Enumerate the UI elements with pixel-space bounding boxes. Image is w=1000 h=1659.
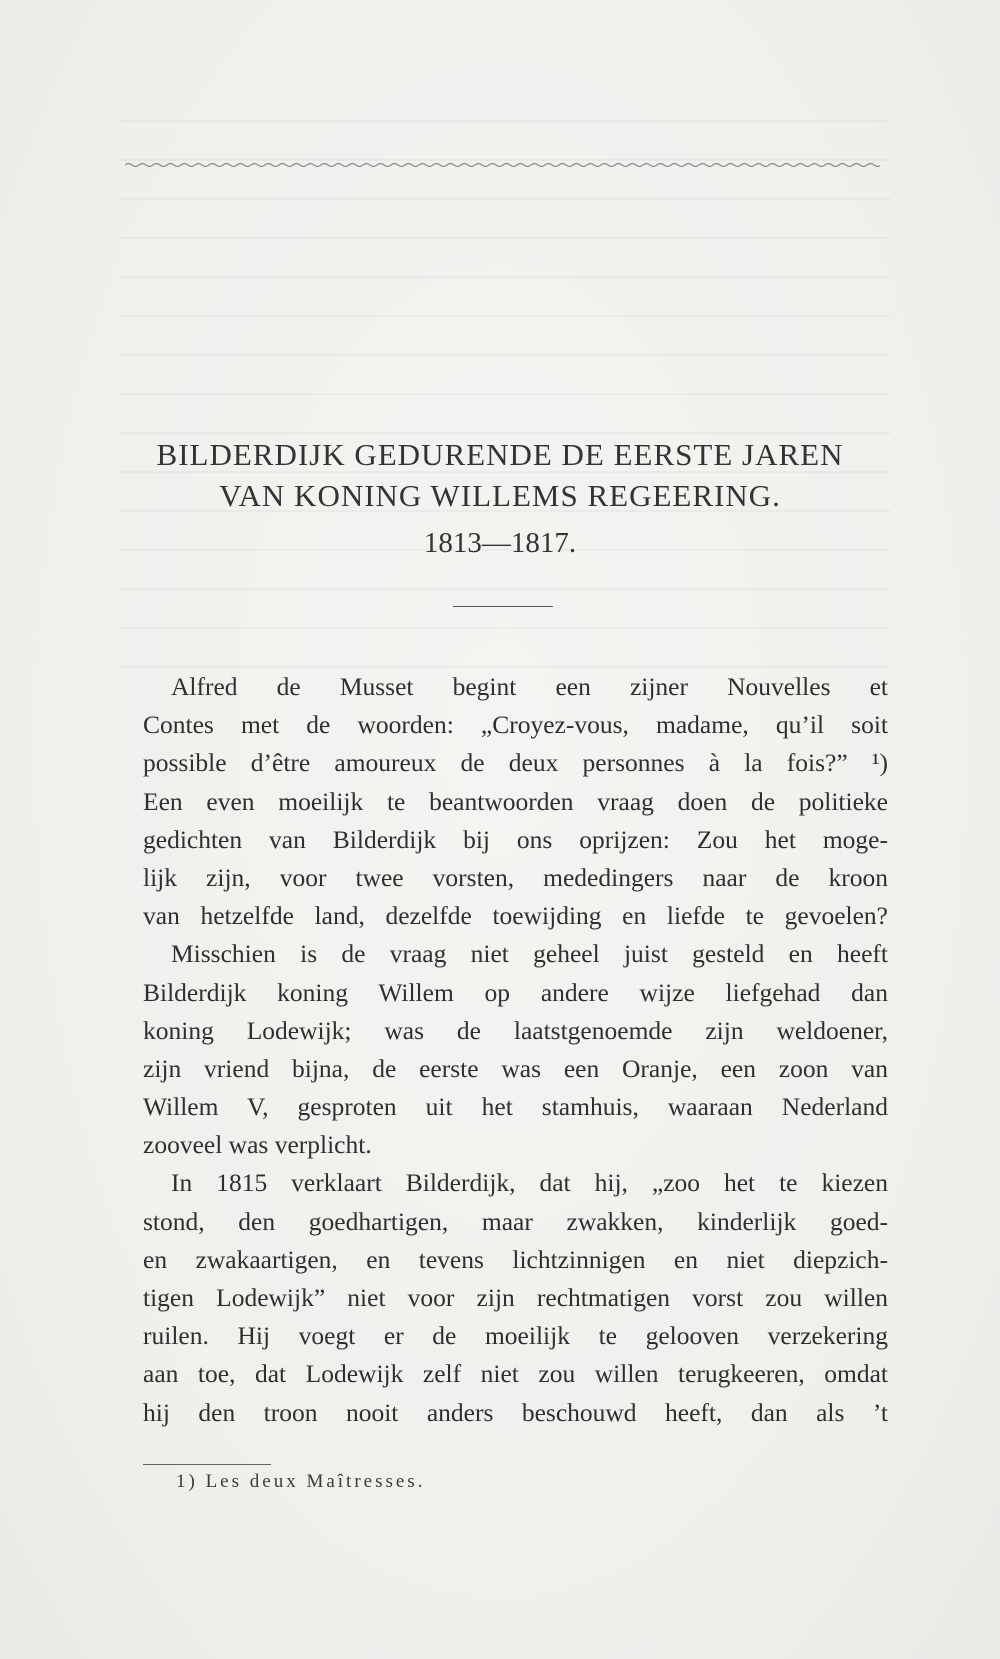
footnote: 1) Les deux Maîtresses. — [176, 1471, 426, 1492]
body-line: ruilen. Hij voegt er de moeilijk te gelooven verzekering — [143, 1321, 888, 1351]
chapter-dates: 1813—1817. — [423, 527, 577, 559]
body-line: hij den troon nooit anders beschouwd heeft, dan als ’t — [143, 1397, 888, 1427]
body-line: possible d’être amoureux de deux personnes à la fois?” ¹) — [143, 748, 888, 778]
body-line: stond, den goedhartigen, maar zwakken, kinderlijk goed- — [143, 1206, 888, 1236]
body-line: aan toe, dat Lodewijk zelf niet zou willen terugkeeren, omdat — [143, 1359, 888, 1389]
body-line: Willem V, gesproten uit het stamhuis, waaraan Nederland — [143, 1092, 888, 1122]
body-text — [143, 668, 888, 1432]
body-line: Bilderdijk koning Willem op andere wijze liefgehad dan — [143, 977, 888, 1007]
body-line: zijn vriend bijna, de eerste was een Oranje, een zoon van — [143, 1053, 888, 1083]
body-line: lijk zijn, voor twee vorsten, mededingers naar de kroon — [143, 862, 888, 892]
body-line: Contes met de woorden: „Croyez-vous, madame, qu’il soit — [143, 710, 888, 740]
title-separator-rule — [453, 606, 553, 607]
body-line: Een even moeilijk te beantwoorden vraag doen de politieke — [143, 786, 888, 816]
chapter-title-line-2: VAN KONING WILLEMS REGEERING. — [219, 478, 781, 513]
body-line: koning Lodewijk; was de laatstgenoemde zijn weldoener, — [143, 1015, 888, 1045]
body-line: Misschien is de vraag niet geheel juist gesteld en heeft — [171, 939, 888, 969]
footnote-rule — [143, 1464, 271, 1465]
body-line: In 1815 verklaart Bilderdijk, dat hij, „zoo het te kiezen — [171, 1168, 888, 1198]
body-line: Alfred de Musset begint een zijner Nouvelles et — [171, 672, 888, 701]
body-line: gedichten van Bilderdijk bij ons oprijzen: Zou het moge- — [143, 824, 888, 854]
decorative-wavy-rule — [125, 160, 880, 170]
body-line: en zwakaartigen, en tevens lichtzinnigen en niet diepzich- — [143, 1244, 888, 1274]
chapter-title-line-1: BILDERDIJK GEDURENDE DE EERSTE JAREN — [156, 437, 844, 472]
body-line: van hetzelfde land, dezelfde toewijding en liefde te gevoelen? — [143, 901, 888, 931]
body-line: zooveel was verplicht. — [143, 1130, 372, 1160]
reverse-side-show-through — [120, 120, 890, 720]
body-line: tigen Lodewijk” niet voor zijn rechtmatigen vorst zou willen — [143, 1283, 888, 1312]
